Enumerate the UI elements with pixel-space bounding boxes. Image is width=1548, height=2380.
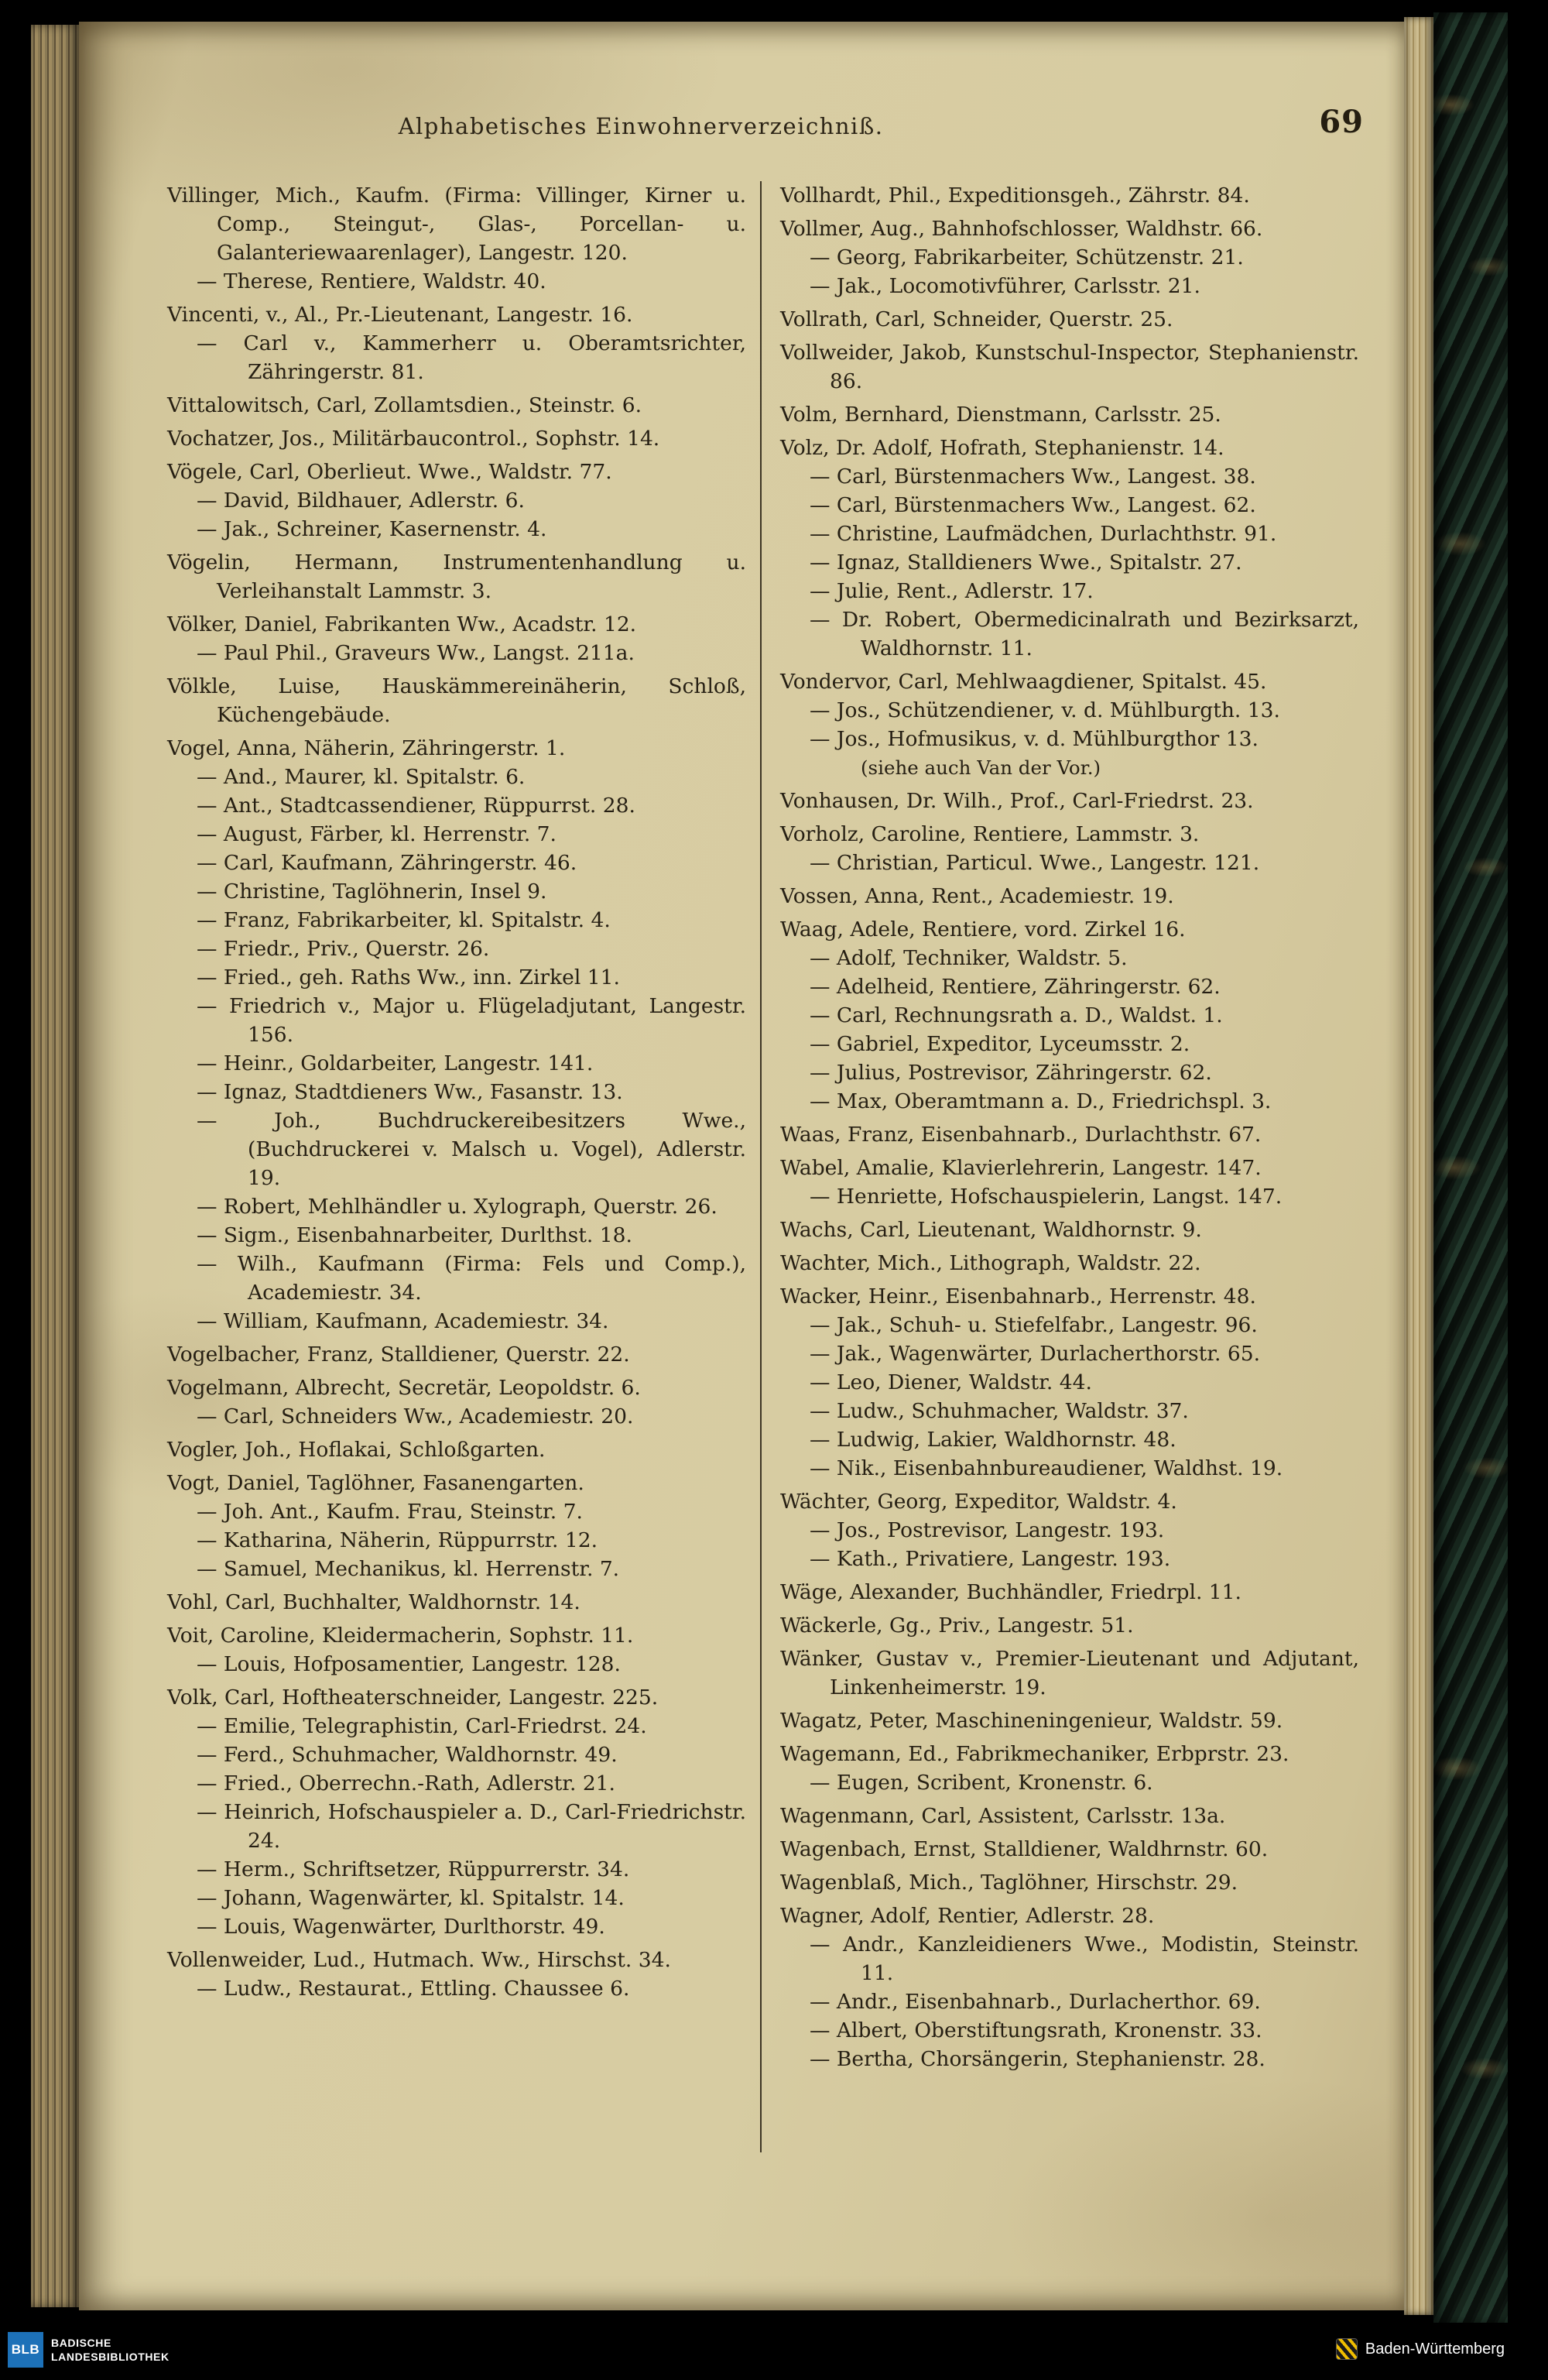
directory-entry: Vögele, Carl, Oberlieut. Wwe., Waldstr. 77. xyxy=(167,460,612,484)
directory-column-right xyxy=(780,181,1359,2279)
directory-entry: Wäge, Alexander, Buchhändler, Friedrpl. 11. xyxy=(779,1580,1241,1604)
directory-entry: Wäckerle, Gg., Priv., Langestr. 51. xyxy=(779,1614,1134,1638)
directory-entry: — Ludwig, Lakier, Waldhornstr. 48. xyxy=(809,1428,1176,1452)
region-label: Baden-Württemberg xyxy=(1365,2340,1505,2358)
directory-entry: Wachter, Mich., Lithograph, Waldstr. 22. xyxy=(779,1251,1201,1275)
directory-entry: — Carl, Schneiders Ww., Academiestr. 20. xyxy=(197,1404,634,1428)
page-header-row xyxy=(79,104,1404,167)
directory-entry: Wagenbach, Ernst, Stalldiener, Waldhrnstr. 60. xyxy=(779,1837,1269,1861)
directory-entry: Wagner, Adolf, Rentier, Adlerstr. 28. xyxy=(779,1904,1155,1928)
directory-entry: — Andr., Kanzleidieners Wwe., Modistin, Steinstr. 11. xyxy=(809,1932,1359,1985)
directory-entry: — Henriette, Hofschauspielerin, Langst. 147. xyxy=(809,1185,1283,1209)
library-branding xyxy=(8,2332,170,2368)
directory-entry: — Jos., Schützendiener, v. d. Mühlburgth. 13. xyxy=(809,698,1280,722)
directory-entry: — Ant., Stadtcassendiener, Rüppurrst. 28. xyxy=(197,794,635,818)
directory-entry: Vossen, Anna, Rent., Academiestr. 19. xyxy=(779,884,1174,908)
directory-entry: — Jos., Postrevisor, Langestr. 193. xyxy=(809,1518,1165,1542)
page-edge-left xyxy=(31,25,79,2307)
book-page xyxy=(79,22,1404,2310)
directory-entry: Wagenmann, Carl, Assistent, Carlsstr. 13a. xyxy=(779,1804,1226,1828)
directory-entry: — Julius, Postrevisor, Zähringerstr. 62. xyxy=(809,1061,1212,1085)
directory-entry: — Christine, Taglöhnerin, Insel 9. xyxy=(197,880,547,904)
directory-entry: Vollhardt, Phil., Expeditionsgeh., Zährstr. 84. xyxy=(779,183,1250,207)
directory-entry: Vollweider, Jakob, Kunstschul-Inspector, Stephanienstr. 86. xyxy=(779,341,1359,393)
directory-entry: — Andr., Eisenbahnarb., Durlacherthor. 69. xyxy=(809,1990,1261,2014)
directory-entry: (siehe auch Van der Vor.) xyxy=(860,756,1101,779)
directory-entry: — Ferd., Schuhmacher, Waldhornstr. 49. xyxy=(197,1743,618,1767)
directory-entry: — Robert, Mehlhändler u. Xylograph, Querstr. 26. xyxy=(197,1195,717,1219)
directory-entry: — Louis, Hofposamentier, Langestr. 128. xyxy=(197,1652,621,1676)
directory-entry: — Carl, Rechnungsrath a. D., Waldst. 1. xyxy=(809,1003,1223,1027)
directory-entry: — Gabriel, Expeditor, Lyceumsstr. 2. xyxy=(809,1032,1190,1056)
book-scan xyxy=(31,17,1485,2318)
directory-entry: Vögelin, Hermann, Instrumentenhandlung u. Verleihanstalt Lammstr. 3. xyxy=(167,550,747,603)
library-name xyxy=(51,2336,170,2364)
directory-entry: — Jak., Locomotivführer, Carlsstr. 21. xyxy=(809,274,1200,298)
page-header-title: Alphabetisches Einwohnerverzeichniß. xyxy=(398,113,884,139)
directory-entry: — Nik., Eisenbahnbureaudiener, Waldhst. 19. xyxy=(809,1456,1283,1480)
directory-entry: Wacker, Heinr., Eisenbahnarb., Herrenstr. 48. xyxy=(779,1284,1256,1308)
directory-entry: — Heinrich, Hofschauspieler a. D., Carl-Friedrichstr. 24. xyxy=(197,1800,747,1853)
directory-entry: — Joh., Buchdruckereibesitzers Wwe., (Buchdruckerei v. Malsch u. Vogel), Adlerstr. 19. xyxy=(197,1109,747,1190)
directory-entry: — Jak., Schuh- u. Stiefelfabr., Langestr. 96. xyxy=(809,1313,1258,1337)
directory-entry: — Jak., Schreiner, Kasernenstr. 4. xyxy=(197,517,547,541)
directory-entry: — Carl, Kaufmann, Zähringerstr. 46. xyxy=(197,851,577,875)
blb-logo: BLB xyxy=(8,2332,43,2368)
directory-entry: Vollmer, Aug., Bahnhofschlosser, Waldhstr. 66. xyxy=(779,217,1263,241)
directory-entry: — Georg, Fabrikarbeiter, Schützenstr. 21. xyxy=(809,245,1244,269)
directory-entry: Volz, Dr. Adolf, Hofrath, Stephanienstr. 14. xyxy=(779,436,1224,460)
directory-entry: Vogelbacher, Franz, Stalldiener, Querstr. 22. xyxy=(167,1343,630,1367)
directory-entry: — Max, Oberamtmann a. D., Friedrichspl. 3. xyxy=(809,1089,1272,1113)
directory-entry: — Fried., Oberrechn.-Rath, Adlerstr. 21. xyxy=(197,1771,615,1795)
directory-entry: Wänker, Gustav v., Premier-Lieutenant und Adjutant, Linkenheimerstr. 19. xyxy=(779,1647,1359,1699)
directory-entry: — Paul Phil., Graveurs Ww., Langst. 211a. xyxy=(197,641,635,665)
directory-entry: — August, Färber, kl. Herrenstr. 7. xyxy=(197,822,557,846)
directory-entry: — Jos., Hofmusikus, v. d. Mühlburgthor 13. xyxy=(809,727,1259,751)
directory-entry: — William, Kaufmann, Academiestr. 34. xyxy=(197,1309,609,1333)
directory-entry: — Louis, Wagenwärter, Durlthorstr. 49. xyxy=(197,1915,605,1939)
directory-entry: Wagenblaß, Mich., Taglöhner, Hirschstr. 29. xyxy=(779,1871,1238,1895)
directory-entry: Völker, Daniel, Fabrikanten Ww., Acadstr. 12. xyxy=(167,612,637,636)
directory-entry: — Leo, Diener, Waldstr. 44. xyxy=(809,1370,1092,1394)
directory-entry: — Albert, Oberstiftungsrath, Kronenstr. 33. xyxy=(809,2018,1262,2042)
directory-entry: — Dr. Robert, Obermedicinalrath und Bezirksarzt, Waldhornstr. 11. xyxy=(809,608,1359,660)
directory-entry: — Ignaz, Stalldieners Wwe., Spitalstr. 27. xyxy=(809,550,1242,574)
region-branding xyxy=(1336,2338,1505,2360)
directory-entry: — Julie, Rent., Adlerstr. 17. xyxy=(809,579,1094,603)
directory-entry: Wagatz, Peter, Maschineningenieur, Waldstr. 59. xyxy=(779,1709,1283,1733)
directory-entry: — Christian, Particul. Wwe., Langestr. 121. xyxy=(809,851,1260,875)
directory-entry: Wächter, Georg, Expeditor, Waldstr. 4. xyxy=(779,1490,1177,1514)
directory-entry: — Herm., Schriftsetzer, Rüppurrerstr. 34. xyxy=(197,1857,630,1881)
directory-entry: — Adelheid, Rentiere, Zähringerstr. 62. xyxy=(809,975,1221,999)
directory-entry: — Joh. Ant., Kaufm. Frau, Steinstr. 7. xyxy=(197,1500,583,1524)
directory-entry: — Ludw., Schuhmacher, Waldstr. 37. xyxy=(809,1399,1189,1423)
directory-entry: — Friedr., Priv., Querstr. 26. xyxy=(197,937,490,961)
directory-entry: Vogt, Daniel, Taglöhner, Fasanengarten. xyxy=(167,1471,584,1495)
directory-entry: Vollenweider, Lud., Hutmach. Ww., Hirschst. 34. xyxy=(167,1948,671,1972)
directory-entry: — Wilh., Kaufmann (Firma: Fels und Comp.), Academiestr. 34. xyxy=(197,1252,747,1305)
directory-entry: — Johann, Wagenwärter, kl. Spitalstr. 14. xyxy=(197,1886,625,1910)
directory-entry: Wabel, Amalie, Klavierlehrerin, Langestr. 147. xyxy=(779,1156,1262,1180)
directory-column-left xyxy=(167,181,746,2279)
directory-entry: — Therese, Rentiere, Waldstr. 40. xyxy=(197,269,546,293)
directory-entry: — Adolf, Techniker, Waldstr. 5. xyxy=(809,946,1128,970)
directory-entry: Wachs, Carl, Lieutenant, Waldhornstr. 9. xyxy=(779,1218,1202,1242)
directory-entry: Vondervor, Carl, Mehlwaagdiener, Spitalst. 45. xyxy=(779,670,1267,694)
directory-entry: — Sigm., Eisenbahnarbeiter, Durlthst. 18. xyxy=(197,1223,632,1247)
baden-wuerttemberg-logo xyxy=(1336,2338,1358,2360)
directory-entry: Villinger, Mich., Kaufm. (Firma: Villinger, Kirner u. Comp., Steingut-, Glas-, Porcellan- u. Galanteriewaarenlager), Langestr. 120. xyxy=(167,183,747,265)
directory-entry: Voit, Caroline, Kleidermacherin, Sophstr. 11. xyxy=(167,1624,634,1648)
directory-entry: Völkle, Luise, Hauskämmereinäherin, Schloß, Küchengebäude. xyxy=(167,674,747,727)
directory-entry: — And., Maurer, kl. Spitalstr. 6. xyxy=(197,765,526,789)
directory-entry: — Katharina, Näherin, Rüppurrstr. 12. xyxy=(197,1528,598,1552)
directory-columns xyxy=(167,181,1359,2279)
directory-entry: — Samuel, Mechanikus, kl. Herrenstr. 7. xyxy=(197,1557,620,1581)
directory-entry: Volk, Carl, Hoftheaterschneider, Langestr. 225. xyxy=(167,1686,659,1710)
directory-entry: Vorholz, Caroline, Rentiere, Lammstr. 3. xyxy=(779,822,1200,846)
directory-entry: — Bertha, Chorsängerin, Stephanienstr. 28. xyxy=(809,2047,1265,2071)
directory-entry: — Ludw., Restaurat., Ettling. Chaussee 6. xyxy=(197,1977,630,2001)
library-name-line2: LANDESBIBLIOTHEK xyxy=(51,2351,170,2363)
directory-entry: — Franz, Fabrikarbeiter, kl. Spitalstr. 4. xyxy=(197,908,611,932)
directory-entry: Waag, Adele, Rentiere, vord. Zirkel 16. xyxy=(779,917,1186,941)
directory-entry: Vochatzer, Jos., Militärbaucontrol., Sophstr. 14. xyxy=(167,427,660,451)
directory-entry: — Eugen, Scribent, Kronenstr. 6. xyxy=(809,1771,1153,1795)
directory-entry: Vogel, Anna, Näherin, Zähringerstr. 1. xyxy=(167,736,566,760)
page-fore-edge xyxy=(1404,17,1433,2315)
directory-entry: — Heinr., Goldarbeiter, Langestr. 141. xyxy=(197,1051,594,1075)
marbled-cover-edge xyxy=(1433,12,1508,2323)
directory-entry: — David, Bildhauer, Adlerstr. 6. xyxy=(197,489,525,513)
directory-entry: — Christine, Laufmädchen, Durlachthstr. 91. xyxy=(809,522,1277,546)
library-name-line1: BADISCHE xyxy=(51,2336,111,2349)
directory-entry: Wagemann, Ed., Fabrikmechaniker, Erbprstr. 23. xyxy=(779,1742,1289,1766)
directory-entry: Vogler, Joh., Hoflakai, Schloßgarten. xyxy=(167,1438,546,1462)
directory-entry: — Carl v., Kammerherr u. Oberamtsrichter, Zähringerstr. 81. xyxy=(197,331,747,384)
directory-entry: Vogelmann, Albrecht, Secretär, Leopoldstr. 6. xyxy=(167,1376,641,1400)
directory-entry: Vonhausen, Dr. Wilh., Prof., Carl-Friedrst. 23. xyxy=(779,789,1254,813)
directory-entry: Vittalowitsch, Carl, Zollamtsdien., Steinstr. 6. xyxy=(167,393,642,417)
directory-entry: Vincenti, v., Al., Pr.-Lieutenant, Langestr. 16. xyxy=(167,303,633,327)
directory-entry: — Carl, Bürstenmachers Ww., Langest. 62. xyxy=(809,493,1256,517)
directory-entry: — Carl, Bürstenmachers Ww., Langest. 38. xyxy=(809,465,1256,489)
directory-entry: Volm, Bernhard, Dienstmann, Carlsstr. 25. xyxy=(779,403,1221,427)
directory-entry: — Kath., Privatiere, Langestr. 193. xyxy=(809,1547,1171,1571)
directory-entry: Vohl, Carl, Buchhalter, Waldhornstr. 14. xyxy=(167,1590,580,1614)
column-divider-rule xyxy=(760,181,762,2152)
directory-entry: Waas, Franz, Eisenbahnarb., Durlachthstr. 67. xyxy=(779,1123,1262,1147)
directory-entry: — Friedrich v., Major u. Flügeladjutant, Langestr. 156. xyxy=(197,994,747,1047)
directory-entry: Vollrath, Carl, Schneider, Querstr. 25. xyxy=(779,307,1173,331)
directory-entry: — Ignaz, Stadtdieners Ww., Fasanstr. 13. xyxy=(197,1080,623,1104)
directory-entry: — Jak., Wagenwärter, Durlacherthorstr. 65. xyxy=(809,1342,1261,1366)
directory-entry: — Fried., geh. Raths Ww., inn. Zirkel 11. xyxy=(197,965,620,989)
directory-entry: — Emilie, Telegraphistin, Carl-Friedrst. 24. xyxy=(197,1714,647,1738)
page-number: 69 xyxy=(1319,104,1364,140)
